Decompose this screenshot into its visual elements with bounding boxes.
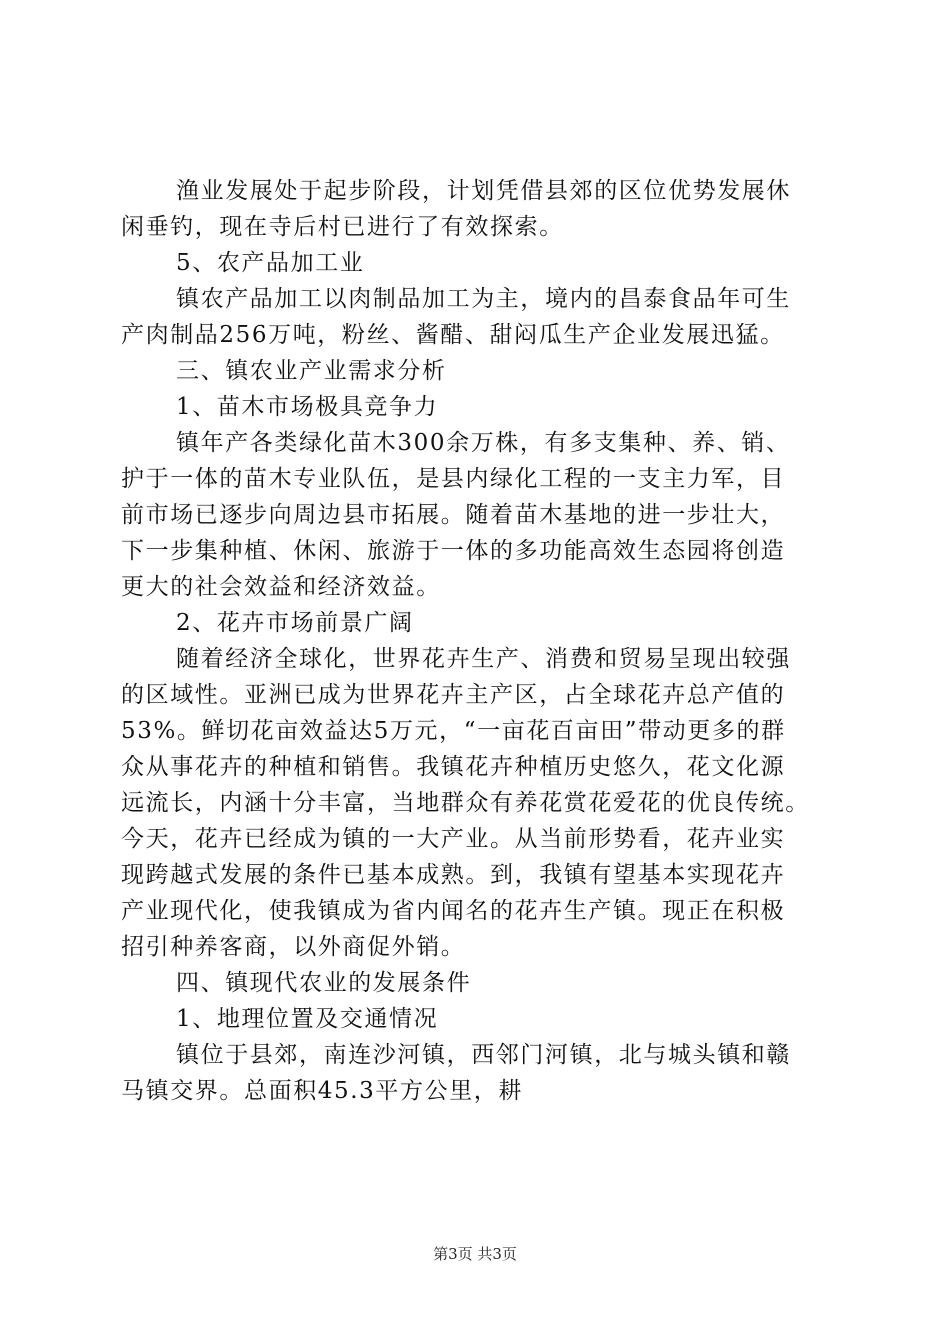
text-line: 护于一体的苗木专业队伍，是县内绿化工程的一支主力军，目 — [121, 466, 786, 492]
text-line: 渔业发展处于起步阶段，计划凭借县郊的区位优势发展休 — [176, 178, 791, 204]
text-line: 闲垂钓，现在寺后村已进行了有效探索。 — [121, 214, 564, 240]
text-line: 镇农产品加工以肉制品加工为主，境内的昌泰食品年可生 — [176, 286, 791, 312]
text-line: 产肉制品256万吨，粉丝、酱醋、甜闷瓜生产企业发展迅猛。 — [121, 322, 785, 348]
text-line: 前市场已逐步向周边县市拓展。随着苗木基地的进一步壮大， — [121, 502, 786, 528]
text-line: 53%。鲜切花亩效益达5万元，“一亩花百亩田”带动更多的群 — [121, 718, 786, 744]
text-line: 下一步集种植、休闲、旅游于一体的多功能高效生态园将创造 — [121, 538, 786, 564]
page-footer: 第3页 共3页 — [433, 1245, 517, 1263]
text-line: 远流长，内涵十分丰富，当地群众有养花赏花爱花的优良传统。 — [121, 790, 810, 816]
document-body — [121, 173, 833, 1109]
text-line: 5、农产品加工业 — [176, 250, 365, 276]
text-line: 众从事花卉的种植和销售。我镇花卉种植历史悠久，花文化源 — [121, 754, 786, 780]
text-line: 2、花卉市场前景广阔 — [176, 610, 414, 636]
text-line: 今天，花卉已经成为镇的一大产业。从当前形势看，花卉业实 — [121, 826, 786, 852]
text-line: 马镇交界。总面积45.3平方公里，耕 — [121, 1078, 524, 1104]
text-line: 四、镇现代农业的发展条件 — [176, 970, 472, 996]
text-line: 1、苗木市场极具竞争力 — [176, 394, 439, 420]
text-line: 镇年产各类绿化苗木300余万株，有多支集种、养、销、 — [176, 430, 791, 456]
text-line: 招引种养客商，以外商促外销。 — [121, 934, 466, 960]
text-line: 更大的社会效益和经济效益。 — [121, 574, 441, 600]
text-line: 1、地理位置及交通情况 — [176, 1006, 439, 1032]
text-line: 镇位于县郊，南连沙河镇，西邻门河镇，北与城头镇和赣 — [176, 1042, 791, 1068]
text-line: 产业现代化，使我镇成为省内闻名的花卉生产镇。现正在积极 — [121, 898, 786, 924]
text-line: 的区域性。亚洲已成为世界花卉主产区，占全球花卉总产值的 — [121, 682, 786, 708]
text-line: 现跨越式发展的条件已基本成熟。到，我镇有望基本实现花卉 — [121, 862, 786, 888]
text-line: 三、镇农业产业需求分析 — [176, 358, 447, 384]
text-line: 随着经济全球化，世界花卉生产、消费和贸易呈现出较强 — [176, 646, 791, 672]
